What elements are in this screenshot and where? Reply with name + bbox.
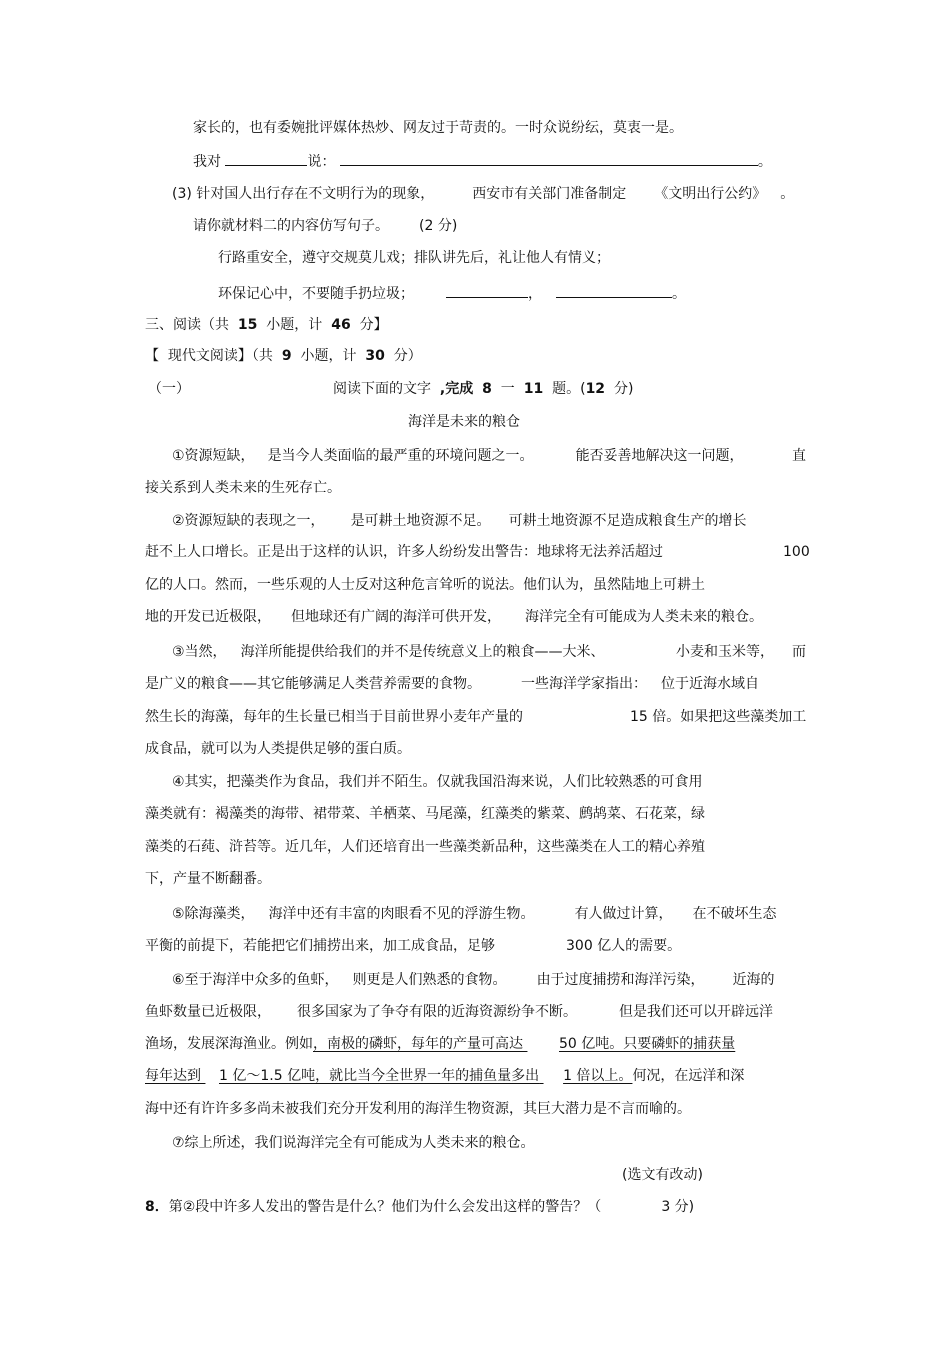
paragraph-3-segment: 小麦和玉米等， (676, 644, 774, 660)
text-segment: 。 (780, 186, 795, 202)
example-line: 行路重安全，遵守交规莫儿戏；排队讲先后，礼让他人有情义； (218, 250, 610, 266)
number: 9 (281, 348, 292, 364)
text-segment: 渔场，发展深海渔业。例如 (145, 1036, 313, 1052)
paragraph-3-segment: 15 倍。如果把这些藻类加工 (630, 709, 807, 725)
answer-blank[interactable] (340, 151, 758, 166)
text-segment: 《文明出行公约》 (654, 186, 767, 202)
underlined-text: 1 倍以上。 (563, 1068, 633, 1084)
text-segment: ⑥至于海洋中众多的鱼虾， (172, 972, 339, 988)
underlined-text: 每年达到 (145, 1068, 201, 1084)
paragraph-5-line (172, 904, 777, 924)
text-segment: 题。( (552, 381, 586, 397)
text-segment: 小题，计 (300, 348, 357, 364)
score-label: 3 分) (661, 1199, 695, 1215)
paragraph-2-line (145, 607, 763, 627)
text-segment: 是可耕土地资源不足。 (350, 513, 491, 529)
text-segment: 。 (757, 154, 772, 170)
text-line: 家长的，也有委婉批评媒体热炒、网友过于苛责的。一时众说纷纭，莫衷一是。 (193, 120, 683, 136)
modern-reading-heading (145, 346, 422, 366)
paragraph-1-line-end: 直 (792, 448, 806, 464)
paragraph-3-line: 成食品，就可以为人类提供足够的蛋白质。 (145, 741, 411, 757)
paragraph-4-line: 藻类就有：褐藻类的海带、裙带菜、羊栖菜、马尾藻，红藻类的紫菜、鹧鸪菜、石花菜，绿 (145, 806, 705, 822)
paragraph-2-number: 100 (783, 544, 810, 560)
text-segment: 由于过度捕捞和海洋污染， (536, 972, 705, 988)
section-3-heading (145, 315, 388, 335)
part-1-instruction (333, 379, 633, 399)
text-segment: 请你就材料二的内容仿写句子。 (193, 218, 389, 234)
text-segment: ， (528, 286, 542, 302)
paragraph-6-line (172, 970, 775, 990)
score-label: (2 分) (419, 218, 458, 234)
paragraph-4-line: 藻类的石莼、浒苔等。近几年，人们还培育出一些藻类新品种，这些藻类在人工的精心养殖 (145, 839, 705, 855)
text-segment: ③当然， (172, 644, 227, 660)
text-segment: 分) (613, 381, 634, 397)
text-segment: 近海的 (732, 972, 775, 988)
answer-blank[interactable] (556, 283, 672, 298)
text-segment: 环保记心中，不要随手扔垃圾； (218, 286, 414, 302)
paragraph-6-line (145, 1066, 744, 1086)
paragraph-2-line: 亿的人口。然而，一些乐观的人士反对这种危言耸听的说法。他们认为，虽然陆地上可耕土 (145, 577, 705, 593)
paragraph-3-line (145, 674, 759, 694)
number: 8 (482, 381, 492, 397)
text-segment: (3) 针对国人出行存在不文明行为的现象， (172, 186, 435, 202)
text-segment: 则更是人们熟悉的食物。 (352, 972, 507, 988)
answer-blank[interactable] (446, 283, 528, 298)
paragraph-7-line: ⑦综上所述，我们说海洋完全有可能成为人类未来的粮仓。 (172, 1135, 535, 1151)
paragraph-1-line (172, 446, 744, 466)
text-segment: 但地球还有广阔的海洋可供开发， (291, 609, 501, 625)
question-3-line2 (193, 216, 457, 236)
text-segment: 可耕土地资源不足造成粮食生产的增长 (508, 513, 747, 529)
number: 15 (237, 317, 258, 333)
text-segment: 小题，计 (266, 317, 323, 333)
paragraph-6-line (145, 1034, 735, 1054)
question-text: 第②段中许多人发出的警告是什么？他们为什么会发出这样的警告？（ (168, 1199, 602, 1215)
source-note: (选文有改动) (622, 1167, 703, 1183)
text-segment: 位于近海水域自 (661, 676, 759, 692)
question-8 (145, 1197, 694, 1217)
paragraph-4-line: ④其实，把藻类作为食品，我们并不陌生。仅就我国沿海来说，人们比较熟悉的可食用 (172, 774, 703, 790)
question-number: 8． (145, 1199, 169, 1215)
text-segment: 一些海洋学家指出： (521, 676, 647, 692)
text-segment: 鱼虾数量已近极限， (145, 1004, 271, 1020)
text-segment: 能否妥善地解决这一问题， (575, 448, 744, 464)
text-segment: 西安市有关部门准备制定 (472, 186, 627, 202)
text-segment: ②资源短缺的表现之一， (172, 513, 325, 529)
text-segment: 何况，在远洋和深 (632, 1068, 745, 1084)
paragraph-5-line: 平衡的前提下，若能把它们捕捞出来，加工成食品，足够 (145, 938, 495, 954)
text-segment: 分） (393, 348, 422, 364)
text-segment: 很多国家为了争夺有限的近海资源纷争不断。 (297, 1004, 577, 1020)
number: 30 (365, 348, 385, 364)
text-segment: 说： (307, 154, 336, 170)
number: 12 (585, 381, 606, 397)
text-segment: 在不破坏生态 (692, 906, 777, 922)
text-segment: 是广义的粮食——其它能够满足人类营养需要的食物。 (145, 676, 481, 692)
paragraph-6-line: 海中还有许许多多尚未被我们充分开发利用的海洋生物资源，其巨大潜力是不言而喻的。 (145, 1101, 691, 1117)
paragraph-3-line (172, 642, 605, 662)
text-segment: ⑤除海藻类， (172, 906, 255, 922)
paragraph-5-segment: 300 亿人的需要。 (566, 938, 682, 954)
paragraph-1-line: 接关系到人类未来的生死存亡。 (145, 480, 341, 496)
text-segment: 我对 (193, 154, 221, 170)
paragraph-4-line: 下，产量不断翻番。 (145, 871, 271, 887)
text-segment: 分】 (359, 317, 388, 333)
paragraph-6-line (145, 1002, 773, 1022)
example-fill-line (218, 283, 686, 304)
article-title: 海洋是未来的粮仓 (408, 414, 520, 430)
underlined-text: 50 亿吨。只要磷虾的捕获量 (559, 1036, 736, 1052)
underlined-text: ，南极的磷虾，每年的产量可高达 (313, 1036, 523, 1052)
text-segment: 有人做过计算， (574, 906, 673, 922)
text-segment: 海洋中还有丰富的肉眼看不见的浮游生物。 (268, 906, 535, 922)
text-segment: ①资源短缺， (172, 448, 255, 464)
text-segment: 一 (500, 381, 515, 397)
paragraph-3-line-end: 而 (792, 644, 806, 660)
paragraph-2-line (172, 511, 747, 531)
number: 11 (523, 381, 544, 397)
number: 46 (331, 317, 351, 333)
text-segment: 海洋完全有可能成为人类未来的粮仓。 (525, 609, 763, 625)
text-segment: 但是我们还可以开辟远洋 (619, 1004, 773, 1020)
underlined-text: 1 亿～1.5 亿吨，就比当今全世界一年的捕鱼量多出 (219, 1068, 540, 1084)
paragraph-3-line: 然生长的海藻，每年的生长量已相当于目前世界小麦年产量的 (145, 709, 523, 725)
answer-blank[interactable] (225, 151, 307, 166)
part-1-label: （一） (148, 381, 190, 397)
text-segment: 是当今人类面临的最严重的环境问题之一。 (267, 448, 534, 464)
question-3-line (172, 184, 794, 204)
text-segment: 。 (672, 286, 686, 302)
text-segment: 【 现代文阅读】（共 (145, 348, 273, 364)
fill-line (193, 151, 772, 172)
text-segment: 三、阅读（共 (145, 317, 229, 333)
text-segment: ,完成 (439, 381, 474, 397)
paragraph-2-line: 赶不上人口增长。正是出于这样的认识，许多人纷纷发出警告：地球将无法养活超过 (145, 544, 663, 560)
text-segment: 阅读下面的文字 (333, 381, 431, 397)
text-segment: 海洋所能提供给我们的并不是传统意义上的粮食——大米、 (240, 644, 605, 660)
text-segment: 地的开发已近极限， (145, 609, 271, 625)
